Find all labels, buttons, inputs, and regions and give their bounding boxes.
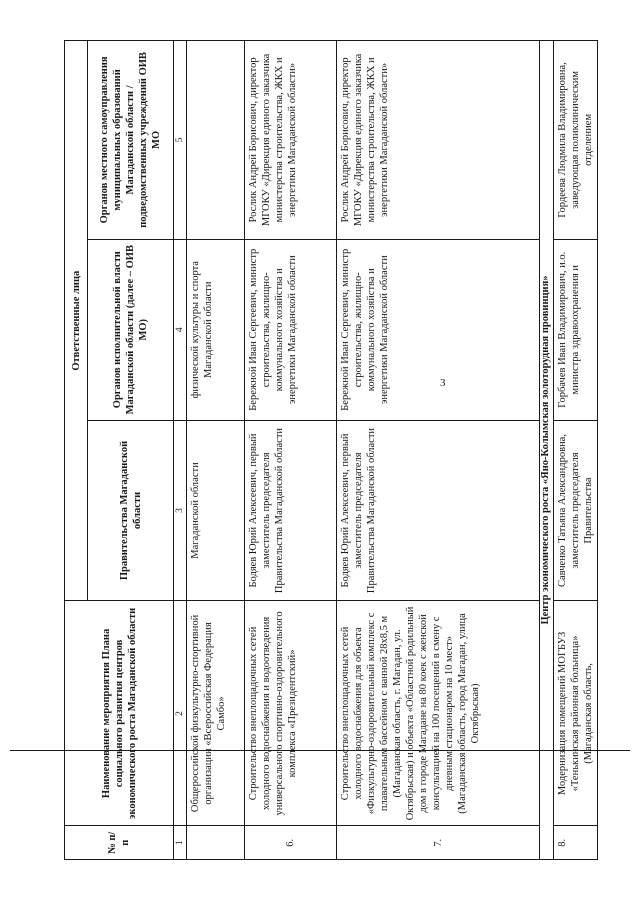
row-executive: Горбачев Иван Владимирович, и.о. министра здравоохранения и (554, 239, 598, 420)
section-row (540, 41, 554, 860)
column-number: 2 (174, 601, 187, 826)
row-local: Гордеева Людмила Владимировна, заведующая поликлиническим отделением (554, 41, 598, 240)
row-event: Строительство внеплощадочных сетей холодного водоснабжения для объекта «Физкультурно-оздоровительный комплекс с плавательным бассейном с ванной 28х8,5 м (Магаданская область, г. Магадан, ул. Октябрьская) и объекта «Областной родильный дом в городе Магадане на 80 коек с женской консультацией на 100 посещений в смену с дневным стационаром на 10 мест» (Магаданская область, город Магадан, улица Октябрьская) (337, 601, 540, 826)
column-numbers-row (174, 41, 187, 860)
column-number: 4 (174, 239, 187, 420)
header-government: Правительства Магаданской области (88, 420, 174, 601)
row-local: Рослик Андрей Борисович, директор МГОКУ «Дирекция единого заказчика министерства строительства, ЖКХ и энергетики Магаданской области» (245, 41, 337, 240)
header-number: № п/п (65, 826, 174, 860)
row-number: 7. (337, 826, 540, 860)
row-event: Общероссийской физкультурно-спортивной организации «Всероссийская Федерация Самбо» (187, 601, 245, 826)
row-number (187, 826, 245, 860)
row-local (187, 41, 245, 240)
column-number: 1 (174, 826, 187, 860)
row-number: 8. (554, 826, 598, 860)
table-row (245, 41, 337, 860)
page-divider (10, 750, 630, 751)
row-government: Бодяев Юрий Алексеевич, первый заместитель председателя Правительства Магаданской области (337, 420, 540, 601)
rotated-table-container (64, 40, 592, 860)
header-executive: Органов исполнительной власти Магаданской области (далее – ОИВ МО) (88, 239, 174, 420)
page-number: 3 (440, 377, 446, 389)
row-government: Савченко Татьяна Александровна, заместитель председателя Правительства (554, 420, 598, 601)
section-title: Центр экономического роста «Яно-Колымская золоторудная провинция» (540, 41, 554, 860)
row-government: Магаданской области (187, 420, 245, 601)
row-event: Модернизация помещений МОГБУЗ «Тенькинская районная больница» (Магаданская область, (554, 601, 598, 826)
header-local: Органов местного самоуправления муниципальных образований Магаданской области / подведомственных учреждений ОИВ МО (88, 41, 174, 240)
table-row (554, 41, 598, 860)
row-executive: Бережной Иван Сергеевич, министр строительства, жилищно-коммунального хозяйства и энергетики Магаданской области (337, 239, 540, 420)
header-responsible: Ответственные лица (65, 41, 88, 601)
row-executive: физической культуры и спорта Магаданской области (187, 239, 245, 420)
row-government: Бодяев Юрий Алексеевич, первый заместитель председателя Правительства Магаданской области (245, 420, 337, 601)
table-row (187, 41, 245, 860)
column-number: 5 (174, 41, 187, 240)
header-row-top (65, 41, 88, 860)
row-local: Рослик Андрей Борисович, директор МГОКУ «Дирекция единого заказчика министерства строительства, ЖКХ и энергетики Магаданской области» (337, 41, 540, 240)
row-executive: Бережной Иван Сергеевич, министр строительства, жилищно-коммунального хозяйства и энергетики Магаданской области (245, 239, 337, 420)
row-number: 6. (245, 826, 337, 860)
header-event: Наименование мероприятия Плана социального развития центров экономического роста Магаданской области (65, 601, 174, 826)
row-event: Строительство внеплощадочных сетей холодного водоснабжения и водоотведения универсального спортивно-оздоровительного комплекса «Президентский» (245, 601, 337, 826)
table-row (337, 41, 540, 860)
column-number: 3 (174, 420, 187, 601)
social-development-plan-table (64, 40, 598, 860)
